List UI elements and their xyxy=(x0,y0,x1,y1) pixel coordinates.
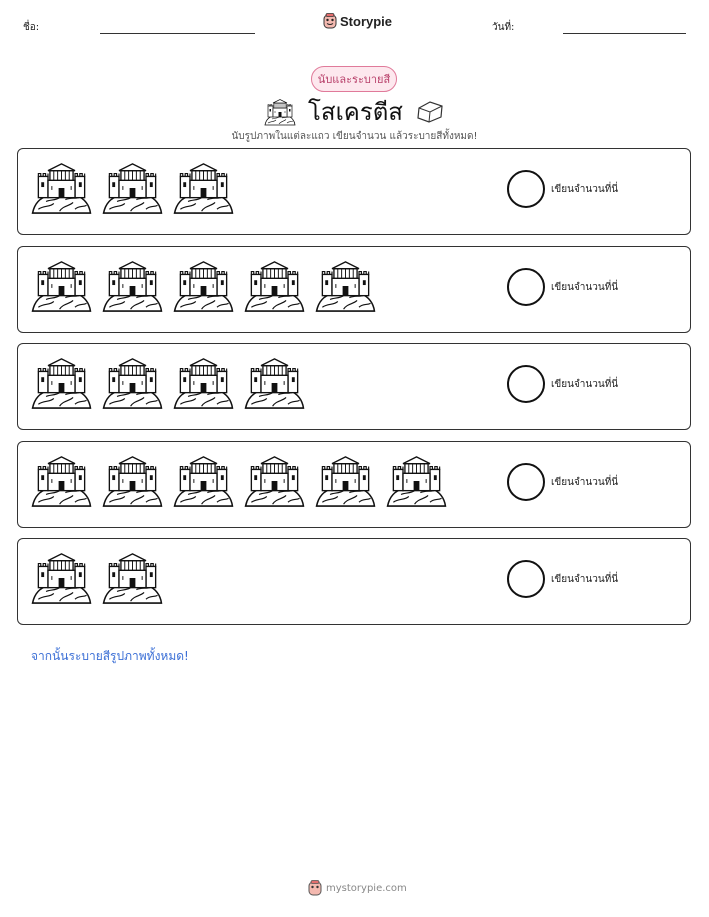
answer-circle[interactable] xyxy=(507,560,545,598)
picture-group xyxy=(30,356,306,410)
answer-circle[interactable] xyxy=(507,463,545,501)
picture-group xyxy=(30,161,235,215)
castle-on-rock-icon[interactable] xyxy=(30,454,93,508)
castle-icon xyxy=(264,98,296,126)
counting-row-5 xyxy=(17,538,691,625)
castle-on-rock-icon[interactable] xyxy=(30,161,93,215)
answer-circle[interactable] xyxy=(507,268,545,306)
brand-logo xyxy=(323,13,392,29)
castle-on-rock-icon[interactable] xyxy=(101,551,164,605)
castle-on-rock-icon[interactable] xyxy=(30,259,93,313)
castle-on-rock-icon[interactable] xyxy=(30,356,93,410)
castle-on-rock-icon[interactable] xyxy=(30,551,93,605)
castle-on-rock-icon[interactable] xyxy=(314,259,377,313)
site-footer xyxy=(308,880,407,896)
counting-row-3 xyxy=(17,343,691,430)
picture-group xyxy=(30,259,377,313)
counting-row-2 xyxy=(17,246,691,333)
castle-on-rock-icon[interactable] xyxy=(101,454,164,508)
title-row xyxy=(0,92,709,131)
date-line[interactable] xyxy=(563,33,686,34)
answer-hint: เขียนจำนวนที่นี่ xyxy=(551,184,619,195)
castle-on-rock-icon[interactable] xyxy=(101,161,164,215)
castle-on-rock-icon[interactable] xyxy=(101,259,164,313)
castle-on-rock-icon[interactable] xyxy=(101,356,164,410)
castle-on-rock-icon[interactable] xyxy=(243,356,306,410)
castle-on-rock-icon[interactable] xyxy=(172,454,235,508)
castle-on-rock-icon[interactable] xyxy=(314,454,377,508)
instructions: นับรูปภาพในแต่ละแถว เขียนจำนวน แล้วระบายสีทั้งหมด! xyxy=(231,131,478,142)
counting-row-1 xyxy=(17,148,691,235)
activity-badge: นับและระบายสี xyxy=(311,66,397,92)
site-url: mystorypie.com xyxy=(326,882,407,894)
castle-on-rock-icon[interactable] xyxy=(243,259,306,313)
answer-hint: เขียนจำนวนที่นี่ xyxy=(551,379,619,390)
castle-on-rock-icon[interactable] xyxy=(172,259,235,313)
castle-on-rock-icon[interactable] xyxy=(243,454,306,508)
answer-hint: เขียนจำนวนที่นี่ xyxy=(551,281,619,293)
castle-on-rock-icon[interactable] xyxy=(172,356,235,410)
castle-on-rock-icon[interactable] xyxy=(172,161,235,215)
picture-group xyxy=(30,551,164,605)
page-title: โสเครตีส xyxy=(308,98,403,126)
footer-instruction: จากนั้นระบายสีรูปภาพทั้งหมด! xyxy=(31,649,189,663)
storypie-mascot-icon xyxy=(323,13,337,29)
brand-name: Storypie xyxy=(340,13,393,29)
counting-row-4 xyxy=(17,441,691,528)
answer-circle[interactable] xyxy=(507,365,545,403)
picture-group xyxy=(30,454,448,508)
answer-hint: เขียนจำนวนที่นี่ xyxy=(551,476,619,488)
stone-block-icon xyxy=(415,99,445,125)
answer-hint: เขียนจำนวนที่นี่ xyxy=(551,574,619,585)
castle-on-rock-icon[interactable] xyxy=(385,454,448,508)
answer-circle[interactable] xyxy=(507,170,545,208)
date-label: วันที่: xyxy=(492,22,515,33)
name-label: ชื่อ: xyxy=(23,22,40,33)
name-line[interactable] xyxy=(100,33,255,34)
storypie-mascot-icon xyxy=(308,880,322,896)
